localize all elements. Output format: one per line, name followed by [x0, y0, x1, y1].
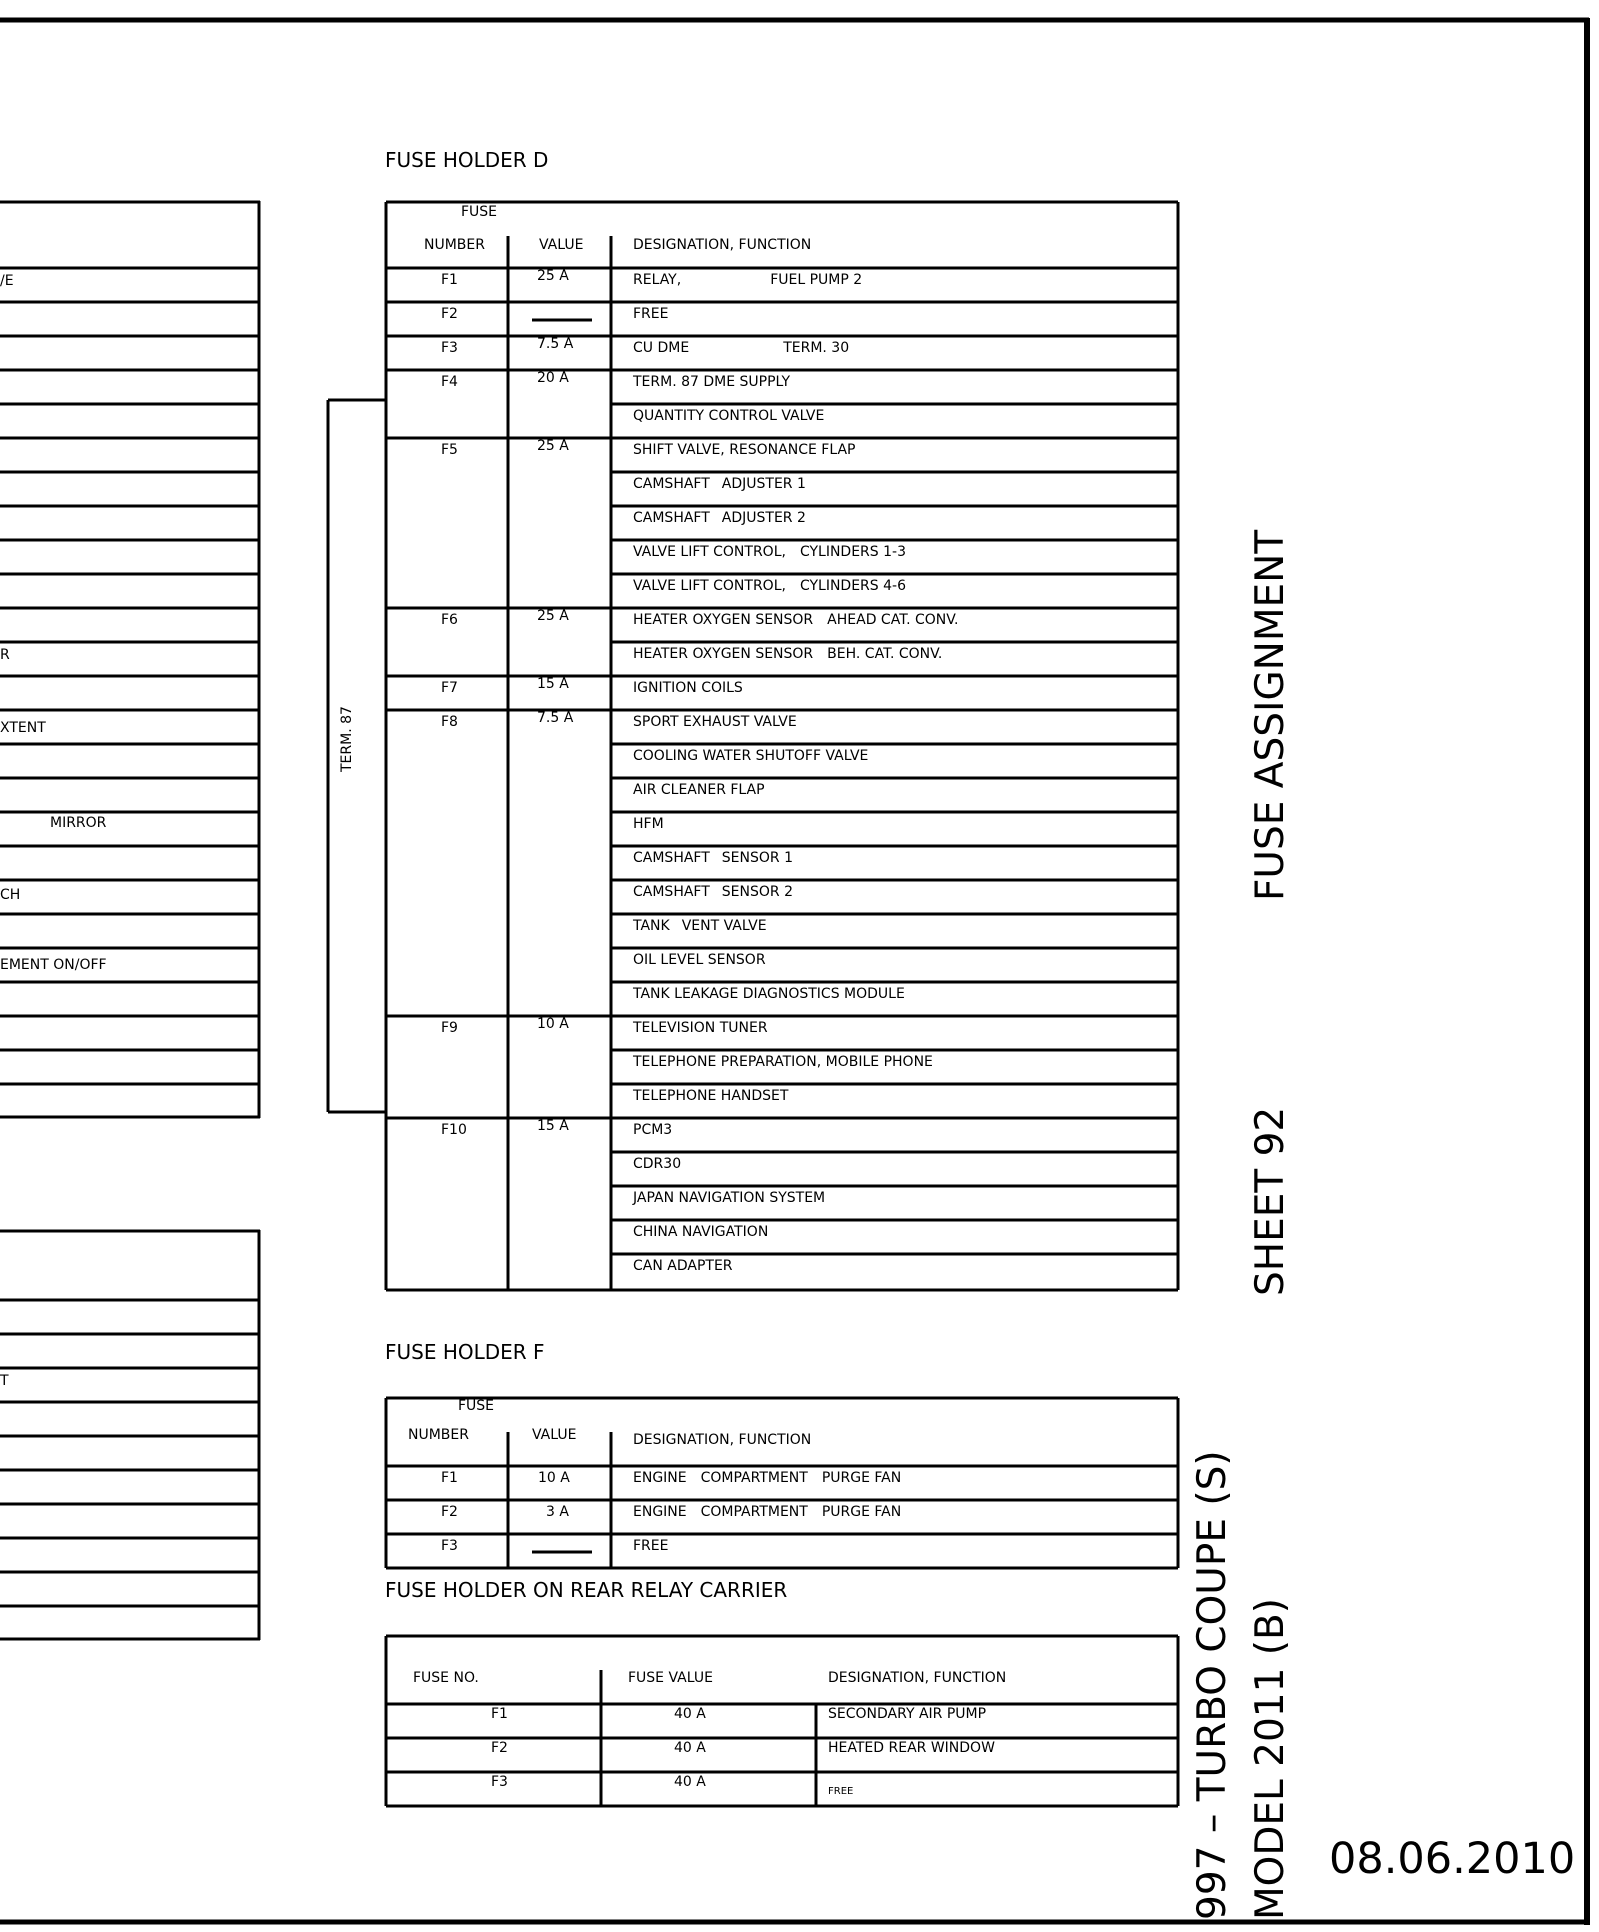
fuse-number: F2 — [441, 306, 458, 322]
left-fragment-text: T — [0, 1373, 9, 1389]
fuse-value: 20 A — [537, 370, 569, 386]
model-line-2: MODEL 2011 (B) — [1248, 1598, 1293, 1920]
fuse-designation: HEATER OXYGEN SENSOR — [633, 612, 814, 628]
fuse-designation: COOLING WATER SHUTOFF VALVE — [633, 748, 869, 764]
fuse-value: 25 A — [537, 268, 569, 284]
rear-relay-value-header: FUSE VALUE — [628, 1670, 713, 1686]
fuse-designation: CAMSHAFT — [633, 476, 710, 492]
fuse-designation: TANK LEAKAGE DIAGNOSTICS MODULE — [633, 986, 905, 1002]
rear-relay-number-header: FUSE NO. — [413, 1670, 479, 1686]
fuse-number: F2 — [491, 1740, 508, 1756]
fuse-designation: TANK — [633, 918, 670, 934]
fuse-value: 10 A — [537, 1016, 569, 1032]
fuse-designation: PURGE FAN — [821, 1504, 902, 1520]
fuse-designation: TELEVISION TUNER — [633, 1020, 768, 1036]
fuse-designation: HEATED REAR WINDOW — [828, 1740, 995, 1756]
fuse-number: F2 — [441, 1504, 458, 1520]
term-87-bracket-label: TERM. 87 — [339, 706, 355, 772]
fuse-number: F8 — [441, 714, 458, 730]
fuse-designation: RELAY, — [633, 272, 682, 288]
fuse-designation: SENSOR 2 — [721, 884, 793, 900]
fuse-designation: ENGINE — [633, 1504, 687, 1520]
fuse-value: 3 A — [546, 1504, 569, 1520]
holder-f-title: FUSE HOLDER F — [385, 1340, 545, 1364]
fuse-value: 7.5 A — [537, 336, 574, 352]
fuse-designation: COMPARTMENT — [700, 1470, 808, 1486]
fuse-value: 15 A — [537, 676, 569, 692]
fuse-designation: ADJUSTER 1 — [721, 476, 806, 492]
holder-f-number-header: NUMBER — [408, 1427, 469, 1443]
fuse-designation: HEATER OXYGEN SENSOR — [633, 646, 814, 662]
fuse-number: F5 — [441, 442, 458, 458]
fuse-designation: VALVE LIFT CONTROL, — [633, 578, 786, 594]
left-fragment-text: XTENT — [0, 720, 46, 736]
fuse-value: 25 A — [537, 438, 569, 454]
fuse-designation: CU DME — [633, 340, 690, 356]
fuse-designation: TELEPHONE PREPARATION, MOBILE PHONE — [633, 1054, 933, 1070]
fuse-designation: SENSOR 1 — [721, 850, 793, 866]
left-fragment-text: R — [0, 647, 10, 663]
holder-d-title: FUSE HOLDER D — [385, 148, 549, 172]
fuse-number: F3 — [441, 1538, 458, 1554]
fuse-designation: AIR CLEANER FLAP — [633, 782, 765, 798]
holder-f-designation-header: DESIGNATION, FUNCTION — [633, 1432, 812, 1448]
fuse-designation: PCM3 — [633, 1122, 673, 1138]
left-fragment-text: /E — [0, 273, 14, 289]
fuse-number: F6 — [441, 612, 458, 628]
fuse-designation: CYLINDERS 1-3 — [799, 544, 906, 560]
fuse-designation: FUEL PUMP 2 — [770, 272, 863, 288]
fuse-designation: VALVE LIFT CONTROL, — [633, 544, 786, 560]
fuse-assignment-title: FUSE ASSIGNMENT — [1248, 529, 1293, 901]
holder-f-fuse-header: FUSE — [458, 1398, 495, 1414]
fuse-number: F7 — [441, 680, 458, 696]
holder-d-value-header: VALUE — [539, 237, 584, 253]
fuse-designation: TERM. 87 DME SUPPLY — [633, 374, 791, 390]
fuse-designation: CYLINDERS 4-6 — [799, 578, 906, 594]
fuse-number: F1 — [441, 1470, 458, 1486]
fuse-designation: AHEAD CAT. CONV. — [827, 612, 959, 628]
fuse-designation: TERM. 30 — [783, 340, 850, 356]
fuse-number: F1 — [441, 272, 458, 288]
date-stamp: 08.06.2010 — [1329, 1834, 1576, 1884]
fuse-number: F3 — [441, 340, 458, 356]
fuse-number: F10 — [441, 1122, 467, 1138]
fuse-number: F3 — [491, 1774, 508, 1790]
rear-relay-designation-header: DESIGNATION, FUNCTION — [828, 1670, 1007, 1686]
rear-relay-title: FUSE HOLDER ON REAR RELAY CARRIER — [385, 1578, 788, 1602]
holder-d-designation-header: DESIGNATION, FUNCTION — [633, 237, 812, 253]
fuse-value: 10 A — [538, 1470, 570, 1486]
fuse-number: F1 — [491, 1706, 508, 1722]
fuse-designation: JAPAN NAVIGATION SYSTEM — [633, 1190, 826, 1206]
fuse-designation: CHINA NAVIGATION — [633, 1224, 769, 1240]
fuse-designation: SPORT EXHAUST VALVE — [633, 714, 797, 730]
fuse-value: 25 A — [537, 608, 569, 624]
fuse-designation: PURGE FAN — [821, 1470, 902, 1486]
fuse-designation: ENGINE — [633, 1470, 687, 1486]
fuse-number: F9 — [441, 1020, 458, 1036]
fuse-designation: FREE — [828, 1786, 854, 1797]
fuse-designation: SHIFT VALVE, RESONANCE FLAP — [633, 442, 856, 458]
holder-d-number-header: NUMBER — [424, 237, 485, 253]
fuse-designation: HFM — [633, 816, 664, 832]
fuse-value: 40 A — [674, 1706, 706, 1722]
fuse-designation: CDR30 — [633, 1156, 682, 1172]
fuse-designation: CAMSHAFT — [633, 884, 710, 900]
fuse-value: 15 A — [537, 1118, 569, 1134]
left-fragment-text: EMENT ON/OFF — [0, 957, 107, 973]
left-fragment-text: MIRROR — [50, 815, 107, 831]
fuse-designation: ADJUSTER 2 — [721, 510, 806, 526]
fuse-value: 40 A — [674, 1740, 706, 1756]
fuse-designation: TELEPHONE HANDSET — [633, 1088, 789, 1104]
fuse-designation: CAMSHAFT — [633, 510, 710, 526]
sheet-number: SHEET 92 — [1248, 1106, 1293, 1296]
fuse-designation: CAN ADAPTER — [633, 1258, 733, 1274]
fuse-designation: QUANTITY CONTROL VALVE — [633, 408, 825, 424]
fuse-number: F4 — [441, 374, 458, 390]
fuse-designation: FREE — [633, 1538, 669, 1554]
holder-f-value-header: VALUE — [532, 1427, 577, 1443]
fuse-designation: IGNITION COILS — [633, 680, 743, 696]
left-fragment-text: CH — [0, 887, 21, 903]
fuse-designation: OIL LEVEL SENSOR — [633, 952, 766, 968]
model-line-1: 997 – TURBO COUPE (S) — [1190, 1450, 1235, 1920]
fuse-designation: FREE — [633, 306, 669, 322]
fuse-value: 7.5 A — [537, 710, 574, 726]
fuse-designation: CAMSHAFT — [633, 850, 710, 866]
fuse-designation: COMPARTMENT — [700, 1504, 808, 1520]
fuse-designation: VENT VALVE — [681, 918, 767, 934]
fuse-value: 40 A — [674, 1774, 706, 1790]
fuse-designation: SECONDARY AIR PUMP — [828, 1706, 987, 1722]
fuse-designation: BEH. CAT. CONV. — [827, 646, 943, 662]
holder-d-fuse-header: FUSE — [461, 204, 498, 220]
